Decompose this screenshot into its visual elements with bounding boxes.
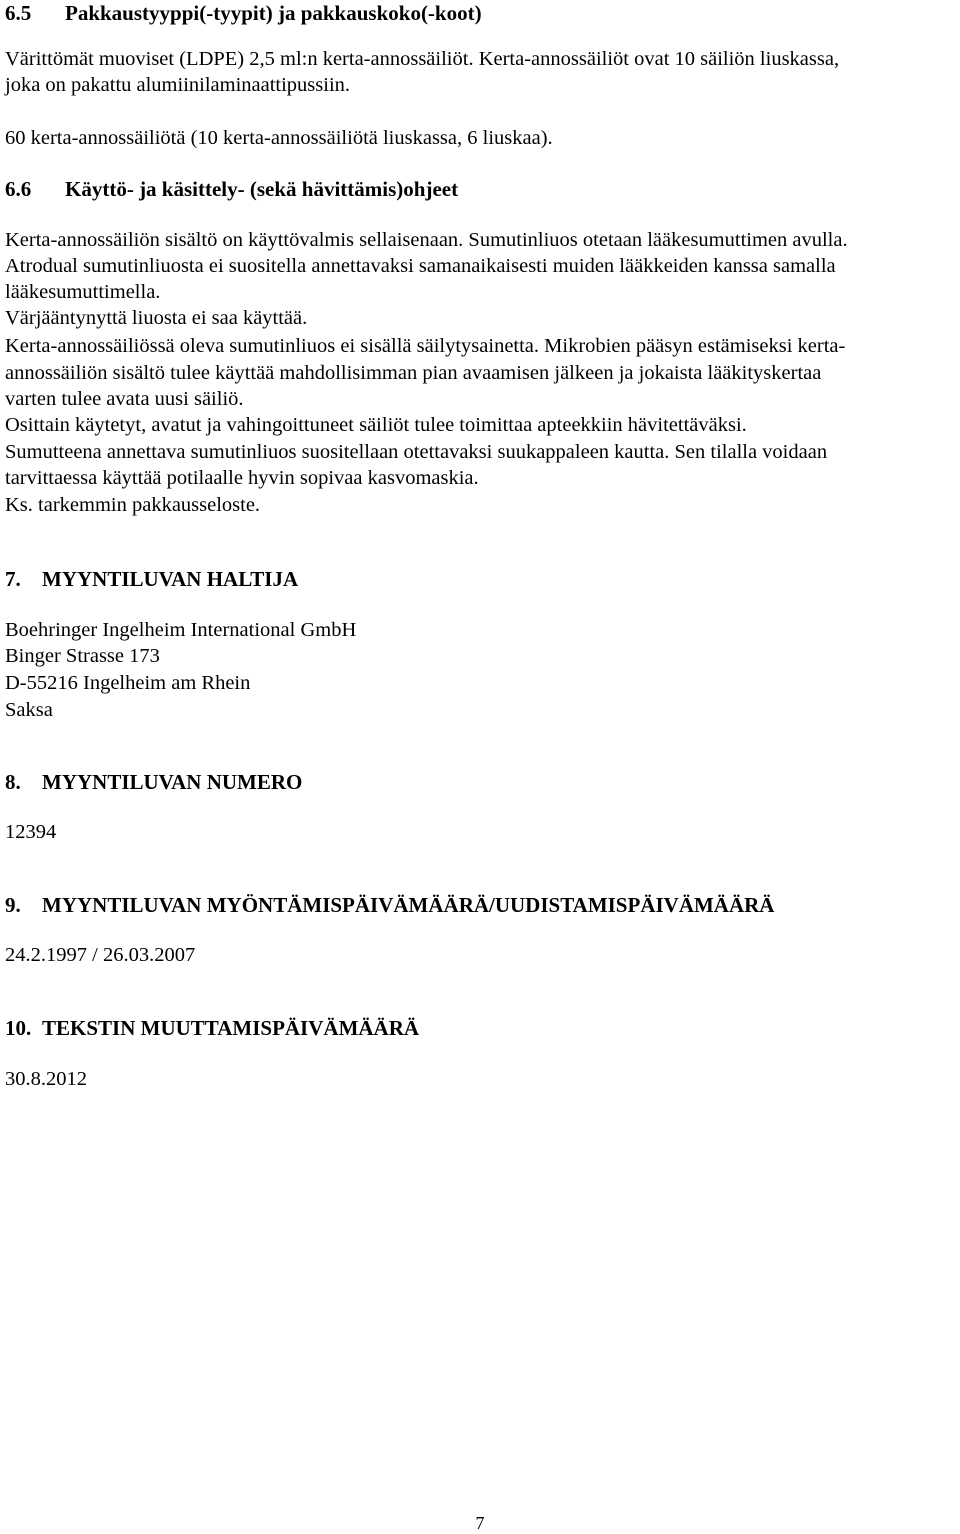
paragraph-line: joka on pakattu alumiinilaminaattipussiin. [5, 74, 351, 96]
address-line: D-55216 Ingelheim am Rhein [5, 672, 251, 694]
section-title: MYYNTILUVAN NUMERO [42, 770, 303, 794]
page-number: 7 [475, 1513, 485, 1533]
section-number: 7. [5, 567, 21, 591]
paragraph-line: Kerta-annossäiliön sisältö on käyttövalmis sellaisenaan. Sumutinliuos otetaan lääkesumuttimen avulla. [5, 229, 848, 251]
paragraph-line: varten tulee avata uusi säiliö. [5, 388, 244, 410]
section-number: 6.6 [5, 177, 32, 201]
address-line: Boehringer Ingelheim International GmbH [5, 619, 357, 641]
paragraph-line: lääkesumuttimella. [5, 281, 161, 303]
section-7-heading [5, 566, 298, 592]
section-title: Käyttö- ja käsittely- (sekä hävittämis)ohjeet [65, 177, 459, 201]
authorisation-dates: 24.2.1997 / 26.03.2007 [5, 944, 196, 966]
section-title: MYYNTILUVAN HALTIJA [42, 567, 299, 591]
paragraph-line: annossäiliön sisältö tulee käyttää mahdollisimman pian avaamisen jälkeen ja jokaista lääkityskertaa [5, 362, 822, 384]
paragraph-line: Värjääntynyttä liuosta ei saa käyttää. [5, 307, 308, 329]
paragraph-line: Ks. tarkemmin pakkausseloste. [5, 494, 261, 516]
address-line: Binger Strasse 173 [5, 645, 160, 667]
section-title: MYYNTILUVAN MYÖNTÄMISPÄIVÄMÄÄRÄ/UUDISTAMISPÄIVÄMÄÄRÄ [42, 893, 775, 917]
paragraph-line: tarvittaessa käyttää potilaalle hyvin sopivaa kasvomaskia. [5, 467, 479, 489]
paragraph-line: Sumutteena annettava sumutinliuos suositellaan otettavaksi suukappaleen kautta. Sen tilalla voidaan [5, 441, 828, 463]
section-10-heading [5, 1015, 419, 1041]
paragraph-line: Atrodual sumutinliuosta ei suositella annettavaksi samanaikaisesti muiden lääkkeiden kanssa samalla [5, 255, 836, 277]
paragraph-line: 60 kerta-annossäiliötä (10 kerta-annossäiliötä liuskassa, 6 liuskaa). [5, 127, 553, 149]
section-number: 10. [5, 1016, 32, 1040]
section-title: TEKSTIN MUUTTAMISPÄIVÄMÄÄRÄ [42, 1016, 420, 1040]
section-8-heading [5, 769, 302, 795]
license-number: 12394 [5, 821, 57, 843]
section-6-5-heading [5, 0, 482, 26]
paragraph-line: Osittain käytetyt, avatut ja vahingoittuneet säiliöt tulee toimittaa apteekkiin hävitettäväksi. [5, 414, 747, 436]
section-number: 9. [5, 893, 21, 917]
section-title: Pakkaustyyppi(-tyypit) ja pakkauskoko(-koot) [65, 1, 482, 25]
section-6-6-heading [5, 176, 458, 202]
section-number: 6.5 [5, 1, 32, 25]
address-line: Saksa [5, 699, 53, 721]
section-9-heading [5, 892, 774, 918]
section-number: 8. [5, 770, 21, 794]
paragraph-line: Kerta-annossäiliössä oleva sumutinliuos ei sisällä säilytysainetta. Mikrobien pääsyn estämiseksi kerta- [5, 335, 846, 357]
paragraph-line: Värittömät muoviset (LDPE) 2,5 ml:n kerta-annossäiliöt. Kerta-annossäiliöt ovat 10 säiliön liuskassa, [5, 48, 840, 70]
revision-date: 30.8.2012 [5, 1068, 87, 1090]
